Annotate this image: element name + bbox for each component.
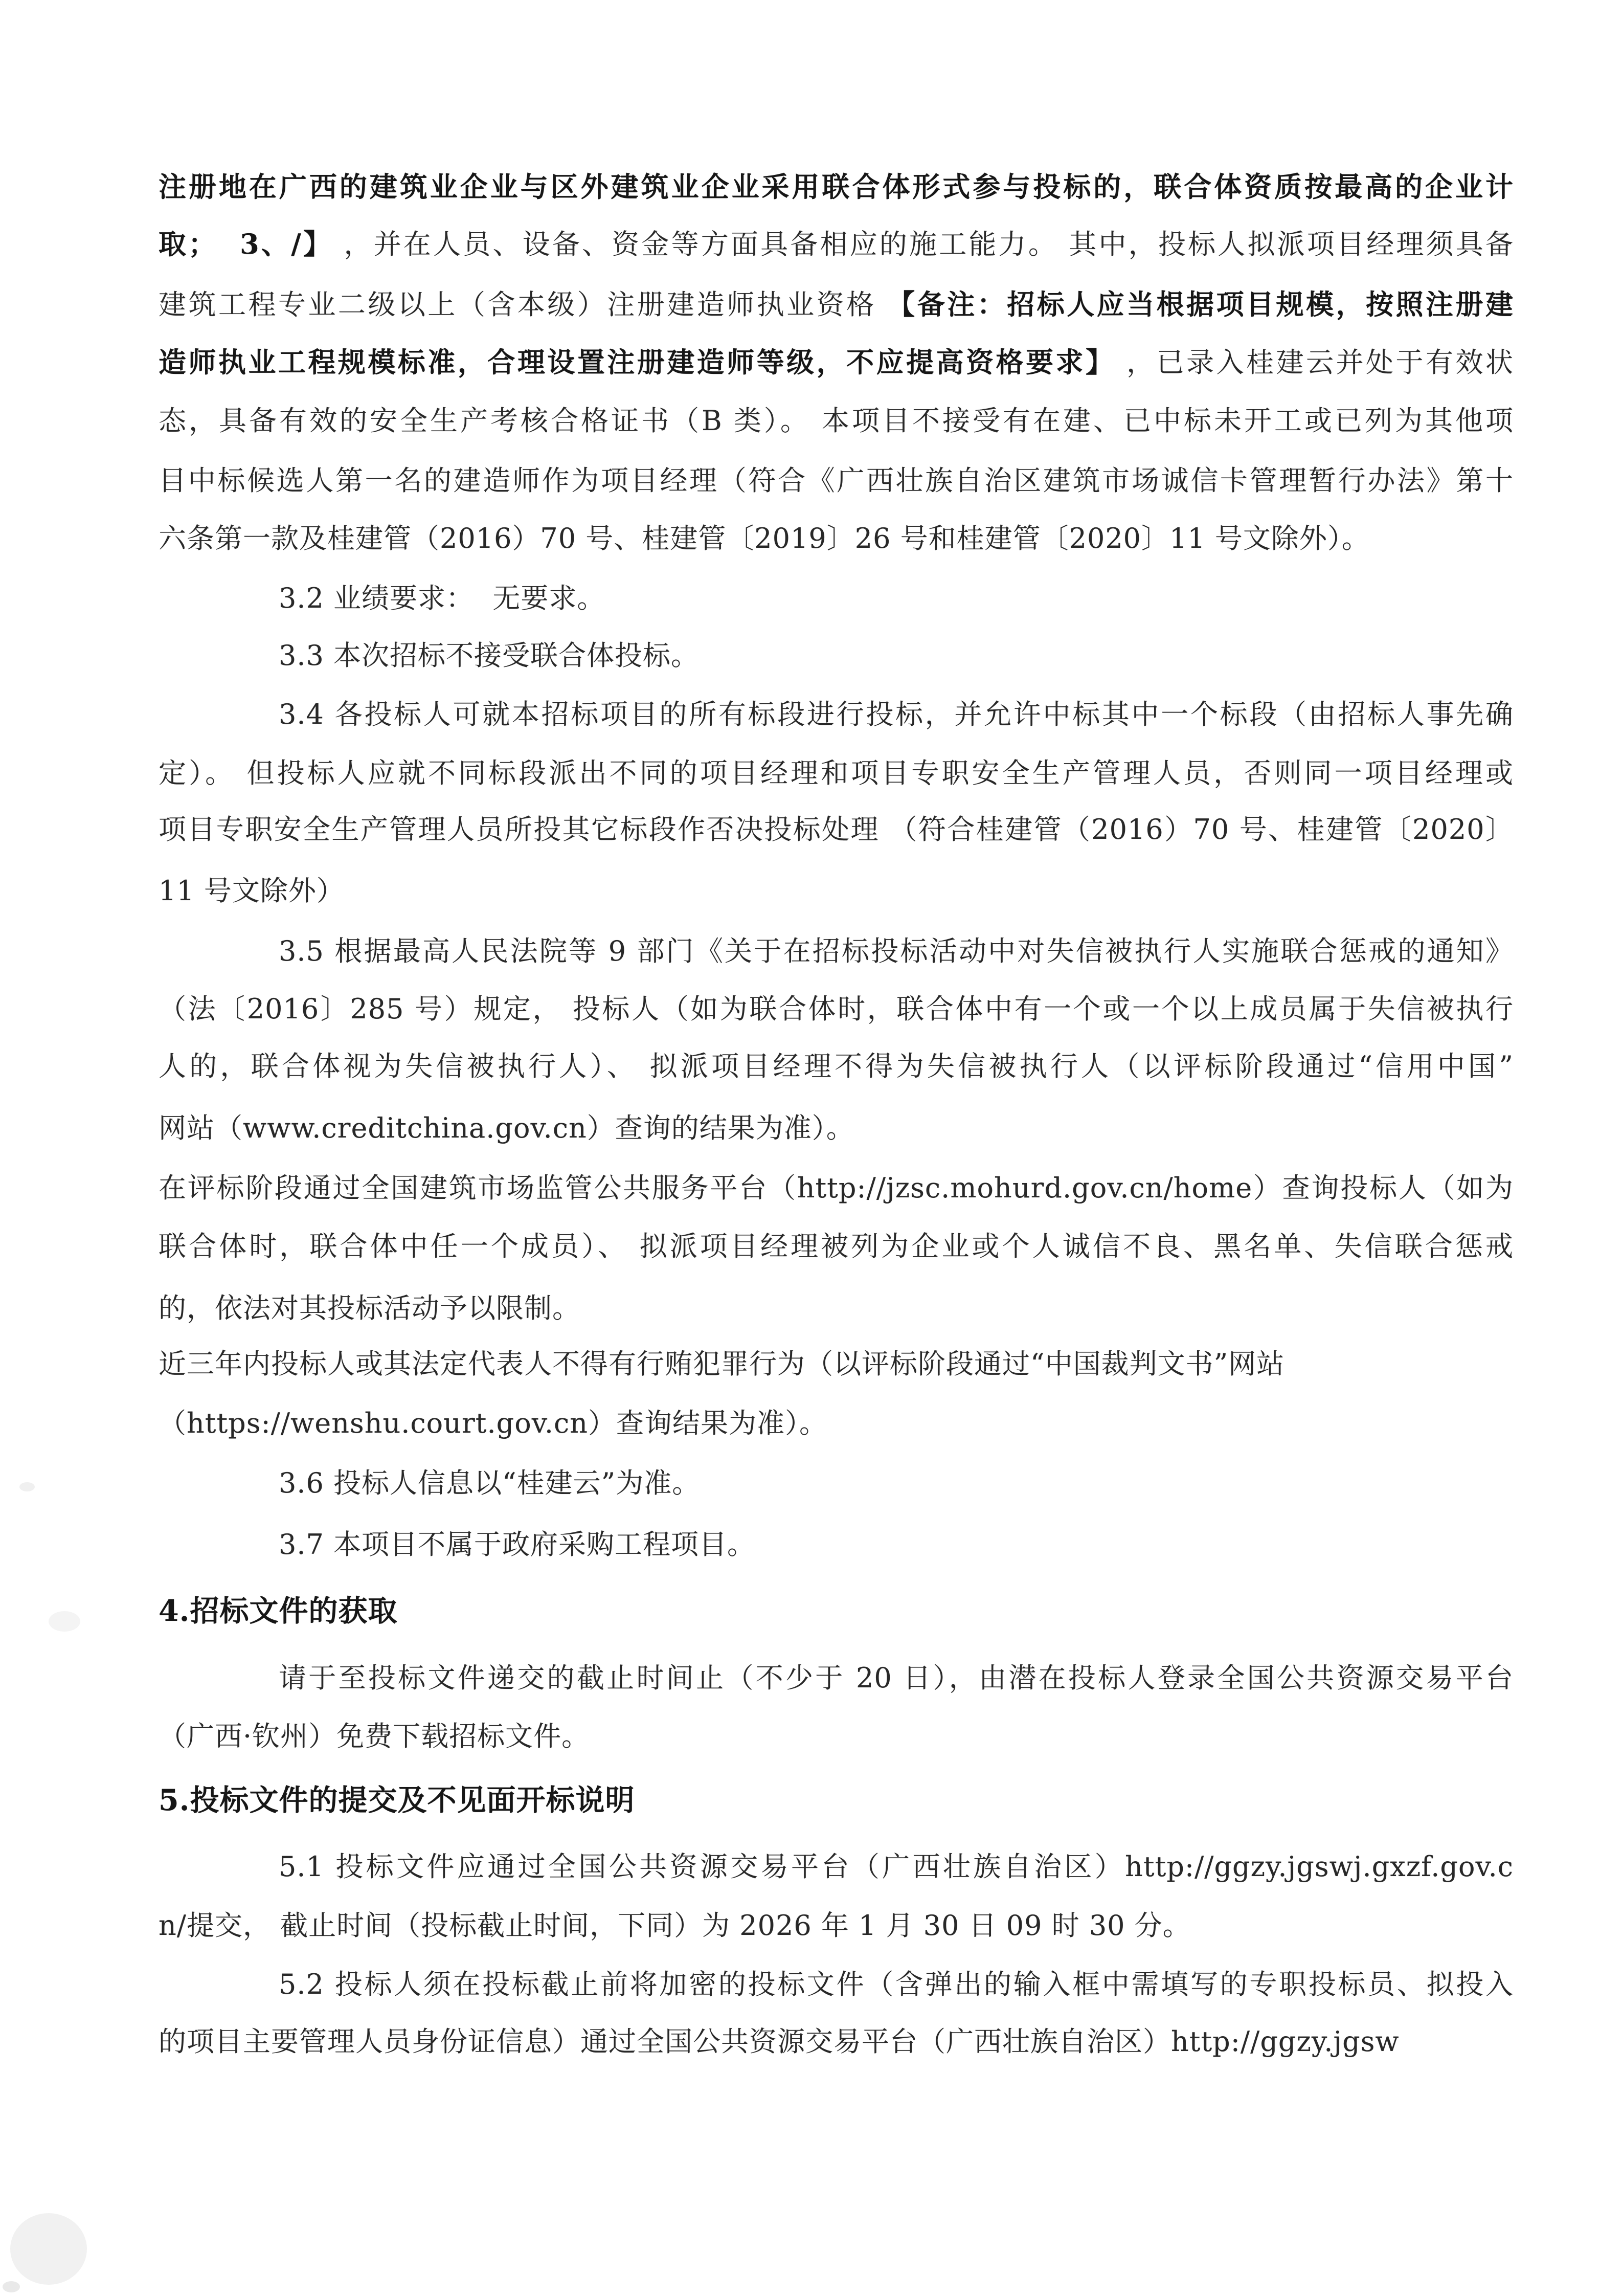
text-run: 项目专职安全生产管理人员所投其它标段作否决投标处理 （符合桂建管（2016）70 号、桂建管〔2020〕 bbox=[159, 813, 1514, 845]
scan-smudge-3 bbox=[49, 1611, 80, 1632]
text-run: 11 号文除外） bbox=[159, 875, 345, 907]
document-line-30 bbox=[159, 1897, 1514, 1954]
text-run: 请于至投标文件递交的截止时间止（不少于 20 日），由潜在投标人登录全国公共资源交易平台 bbox=[279, 1662, 1514, 1694]
document-line-4 bbox=[159, 333, 1514, 391]
scan-smudge-1 bbox=[10, 2213, 87, 2285]
text-run: 5.2 投标人须在投标截止前将加密的投标文件（含弹出的输入框中需填写的专职投标员、拟投入 bbox=[279, 1968, 1514, 2000]
text-run: 六条第一款及桂建管（2016）70 号、桂建管〔2019〕26 号和桂建管〔2020〕11 号文除外）。 bbox=[159, 522, 1370, 554]
bold-text-run: 造师执业工程规模标准，合理设置注册建造师等级，不应提高资格要求】 bbox=[159, 346, 1116, 378]
document-line-6 bbox=[159, 452, 1514, 509]
text-run: 3.2 业绩要求： 无要求。 bbox=[279, 582, 605, 614]
document-line-2 bbox=[159, 215, 1514, 273]
text-run: （广西·钦州）免费下载招标文件。 bbox=[159, 1720, 590, 1752]
text-run: 在评标阶段通过全国建筑市场监管公共服务平台（http://jzsc.mohurd.gov.cn/home）查询投标人（如为 bbox=[159, 1172, 1514, 1204]
text-run: 3.6 投标人信息以“桂建云”为准。 bbox=[279, 1467, 701, 1499]
bold-text-run: 注册地在广西的建筑业企业与区外建筑业企业采用联合体形式参与投标的，联合体资质按最高的企业计 bbox=[159, 170, 1514, 203]
text-run: 建筑工程专业二级以上（含本级）注册建造师执业资格 bbox=[159, 288, 888, 321]
document-line-32 bbox=[159, 2013, 1514, 2070]
document-line-7 bbox=[159, 510, 1514, 567]
document-line-11 bbox=[159, 745, 1514, 802]
document-line-27 bbox=[159, 1708, 1514, 1765]
document-line-31 bbox=[159, 1956, 1514, 2013]
document-line-15 bbox=[159, 980, 1514, 1038]
bold-text-run: 4.招标文件的获取 bbox=[159, 1594, 398, 1628]
bold-text-run: 取； 3、/】 bbox=[159, 228, 333, 260]
document-line-1 bbox=[159, 158, 1514, 216]
document-line-13 bbox=[159, 862, 1514, 920]
document-line-17 bbox=[159, 1100, 1514, 1157]
document-line-9 bbox=[159, 627, 1514, 684]
document-line-10 bbox=[159, 686, 1514, 743]
text-run: ，已录入桂建云并处于有效状 bbox=[1115, 346, 1514, 378]
document-line-5 bbox=[159, 392, 1514, 450]
text-run: ，并在人员、设备、资金等方面具备相应的施工能力。 其中，投标人拟派项目经理须具备 bbox=[333, 228, 1514, 260]
text-run: n/提交， 截止时间（投标截止时间，下同）为 2026 年 1 月 30 日 09 时 30 分。 bbox=[159, 1909, 1191, 1942]
text-run: 定）。 但投标人应就不同标段派出不同的项目经理和项目专职安全生产管理人员，否则同一项目经理或 bbox=[159, 757, 1514, 789]
document-line-18 bbox=[159, 1160, 1514, 1217]
text-run: 目中标候选人第一名的建造师作为项目经理（符合《广西壮族自治区建筑市场诚信卡管理暂行办法》第十 bbox=[159, 464, 1514, 497]
document-line-3 bbox=[159, 276, 1514, 333]
text-run: 的，依法对其投标活动予以限制。 bbox=[159, 1292, 580, 1324]
document-line-22 bbox=[159, 1395, 1514, 1452]
section-heading bbox=[159, 1582, 1514, 1640]
document-line-29 bbox=[159, 1838, 1514, 1896]
section-heading bbox=[159, 1772, 1514, 1829]
text-run: （https://wenshu.court.gov.cn）查询结果为准）。 bbox=[159, 1407, 828, 1439]
text-run: （法〔2016〕285 号）规定， 投标人（如为联合体时，联合体中有一个或一个以上成员属于失信被执行 bbox=[159, 993, 1514, 1025]
document-line-26 bbox=[159, 1649, 1514, 1707]
document-line-20 bbox=[159, 1280, 1514, 1337]
document-line-21 bbox=[159, 1335, 1514, 1393]
text-run: 的项目主要管理人员身份证信息）通过全国公共资源交易平台（广西壮族自治区）http://ggzy.jgsw bbox=[159, 2025, 1400, 2058]
text-run: 3.7 本项目不属于政府采购工程项目。 bbox=[279, 1528, 756, 1561]
document-line-16 bbox=[159, 1038, 1514, 1095]
document-line-24 bbox=[159, 1516, 1514, 1573]
scan-smudge-2 bbox=[3, 2281, 20, 2292]
text-run: 3.5 根据最高人民法院等 9 部门《关于在招标投标活动中对失信被执行人实施联合惩戒的通知》 bbox=[279, 935, 1514, 967]
text-run: 联合体时，联合体中任一个成员）、 拟派项目经理被列为企业或个人诚信不良、黑名单、失信联合惩戒 bbox=[159, 1230, 1514, 1262]
document-line-23 bbox=[159, 1455, 1514, 1512]
text-run: 3.3 本次招标不接受联合体投标。 bbox=[279, 639, 700, 672]
scan-smudge-4 bbox=[19, 1482, 35, 1491]
document-line-12 bbox=[159, 801, 1514, 858]
text-run: 态，具备有效的安全生产考核合格证书（B 类）。 本项目不接受有在建、已中标未开工或已列为其他项 bbox=[159, 405, 1514, 437]
bold-text-run: 5.投标文件的提交及不见面开标说明 bbox=[159, 1783, 635, 1817]
text-run: 3.4 各投标人可就本招标项目的所有标段进行投标，并允许中标其中一个标段（由招标人事先确 bbox=[279, 698, 1514, 730]
document-line-14 bbox=[159, 923, 1514, 980]
document-line-8 bbox=[159, 570, 1514, 627]
document-line-19 bbox=[159, 1218, 1514, 1275]
text-run: 近三年内投标人或其法定代表人不得有行贿犯罪行为（以评标阶段通过“中国裁判文书”网站 bbox=[159, 1348, 1285, 1380]
text-run: 人的，联合体视为失信被执行人）、 拟派项目经理不得为失信被执行人（以评标阶段通过“信用中国” bbox=[159, 1050, 1514, 1082]
text-run: 网站（www.creditchina.gov.cn）查询的结果为准）。 bbox=[159, 1112, 854, 1144]
bold-text-run: 【备注：招标人应当根据项目规模，按照注册建 bbox=[887, 288, 1514, 321]
text-run: 5.1 投标文件应通过全国公共资源交易平台（广西壮族自治区）http://ggzy.jgswj.gxzf.gov.c bbox=[279, 1851, 1514, 1883]
